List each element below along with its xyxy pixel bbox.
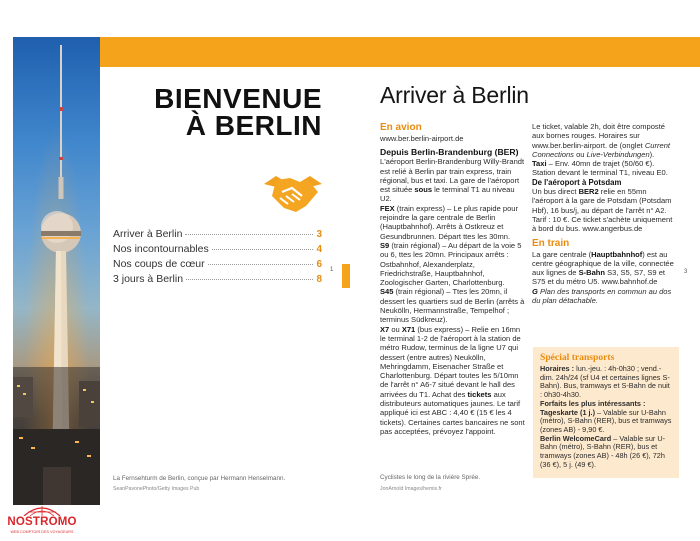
toc-dot-leader <box>212 249 314 250</box>
section-title: Arriver à Berlin <box>380 82 529 108</box>
page-tab-marker <box>342 264 350 288</box>
box-welcomecard: Berlin WelcomeCard – Valable sur U-Bahn (métro), S-Bahn (RER), bus et tramways (zones AB) - 48h (26 €), 72h (36 €), 5 j. (49 €). <box>540 433 666 469</box>
heading-en-train: En train <box>532 237 570 249</box>
page-title-bienvenue <box>110 85 322 139</box>
globe-arch-icon <box>4 504 80 516</box>
toc-label: Nos coups de cœur <box>113 258 205 270</box>
title-line-2: À BERLIN <box>185 110 322 141</box>
folio-left: 1 <box>330 267 334 273</box>
special-transports-box <box>533 347 679 478</box>
toc-page-number: 8 <box>316 274 322 285</box>
paragraph-potsdam: Un bus direct BER2 relie en 55mn l'aéroport à la gare de Potsdam (Potsdam Hbf), 16 bus/j, au départ de l'arrêt n° A2. Tarif : 10 €. Ce ticket s'achète uniquement à bord du bus. www.angerbus.de <box>532 187 673 234</box>
paragraph-airport-intro: L'aéroport Berlin-Brandenburg Willy-Brandt est relié à Berlin par train express, train régional, bus et taxi. La gare de l'aéroport est située sous le terminal T1 au niveau U2. <box>380 157 525 204</box>
toc-dot-leader <box>186 279 313 280</box>
heading-en-avion: En avion <box>380 122 422 133</box>
photo-caption-right: Cyclistes le long de la rivière Sprée. <box>380 474 481 481</box>
title-line-1: BIENVENUE <box>154 83 322 114</box>
box-title: Spécial transports <box>540 352 615 363</box>
paragraph-x7: X7 ou X71 (bus express) – Relie en 16mn le terminal 1-2 de l'aéroport à la station de métro Rudow, terminus de la ligne U7 qui dessert (entre autres) Neukölln, Mehringdamm, Eisenacher Straße et Charlottenburg. Départ toutes les 5/10mn de l'arrêt n° A6-7 situé devant le hall des arrivées du T1. Achat des tickets aux distributeurs automatiques jaunes. Le tarif appliqué ici est ABC : 4,40 € (15 € les 4 tickets). Certaines cartes bancaires ne sont pas acceptées, prévoyez l'appoint. <box>380 324 525 436</box>
toc-label: Nos incontournables <box>113 243 209 255</box>
toc-item-coups-de-coeur[interactable] <box>113 258 322 273</box>
paragraph-s45: S45 (train régional) – Ttes les 20mn, il dessert les quartiers sud de Berlin (arrêts à Neukölln, Hermannstraße, Tempelhof ; terminus Südkreuz). <box>380 287 525 325</box>
column-left <box>380 122 526 436</box>
toc-label: Arriver à Berlin <box>113 228 183 240</box>
paragraph-fex: FEX (train express) – Le plus rapide pour rejoindre la gare centrale de Berlin (Hauptbahnhof). Arrêts à Ostkreuz et Gesundbrunnen. Départ ttes les 30mn. <box>380 203 519 241</box>
airport-url[interactable]: www.ber.berlin-airport.de <box>380 134 464 143</box>
heading-depuis-ber: Depuis Berlin-Brandenburg (BER) <box>380 147 519 158</box>
table-of-contents <box>113 228 322 288</box>
photo-caption-left: La Fernsehturm de Berlin, conçue par Hermann Henselmann. <box>113 475 286 482</box>
toc-item-incontournables[interactable] <box>113 243 322 258</box>
plan-map-icon: G <box>532 286 538 296</box>
logo-tagline: WEB COMPTOIR DES VOYAGEURS <box>10 530 74 534</box>
paragraph-plan: G Plan des transports en commun au dos du plan détachable. <box>532 286 672 306</box>
nostromo-logo <box>4 504 80 538</box>
box-tageskarte: Tageskarte (1 j.) – Valable sur U-Bahn (métro), S-Bahn (RER), bus et tramways (zones AB) - 9,90 €. <box>540 407 672 434</box>
toc-item-3-jours[interactable] <box>113 273 322 288</box>
box-horaires: Horaires : lun.-jeu. : 4h-0h30 ; vend.-dim. 24h/24 (sf U4 et certaines lignes S-Bahn). Bus, tramways et S-Bahn de nuit : 0h30-4h30. <box>540 364 670 400</box>
paragraph-train: La gare centrale (Hauptbahnhof) est au centre géographique de la ville, connectée aux lignes de S-Bahn S3, S5, S7, S9 et S75 et du métro U5. www.bahnhof.de <box>532 249 674 287</box>
box-forfaits-heading: Forfaits les plus intéressants : <box>540 398 646 408</box>
paragraph-ticket: Le ticket, valable 2h, doit être composté aux bornes rouges. Horaires sur www.ber.berlin-airport. de (onglet Current Connections ou Live-Verbindungen). <box>532 122 671 159</box>
toc-page-number: 3 <box>316 229 322 240</box>
paragraph-s9: S9 (train régional) – Au départ de la voie 5 ou 6, ttes les 20mn. Principaux arrêts : Ostbahnhof, Alexanderplatz, Friedrichstraße, Hauptbahnhof, Zoologischer Garten, Charlottenburg. <box>380 240 522 288</box>
toc-label: 3 jours à Berlin <box>113 273 184 285</box>
photo-credit-left: SeanPavonePhoto/Getty Images Pub <box>113 486 200 492</box>
handshake-icon <box>262 168 324 216</box>
toc-page-number: 4 <box>316 244 322 255</box>
toc-page-number: 6 <box>316 259 322 270</box>
toc-dot-leader <box>208 264 314 265</box>
folio-right: 3 <box>684 269 688 275</box>
fernsehturm-photo <box>13 37 100 505</box>
header-accent-band <box>100 37 700 67</box>
paragraph-taxi: Taxi – Env. 40mn de trajet (50/60 €). Station devant le terminal T1, niveau E0. <box>532 159 668 178</box>
logo-wordmark: NOSTROMO <box>7 516 77 528</box>
column-right <box>532 122 678 305</box>
toc-dot-leader <box>185 234 313 235</box>
toc-item-arriver[interactable] <box>113 228 322 243</box>
photo-credit-right: JonArnold Images/hemis.fr <box>380 486 442 492</box>
heading-potsdam: De l'aéroport à Potsdam <box>532 177 622 187</box>
